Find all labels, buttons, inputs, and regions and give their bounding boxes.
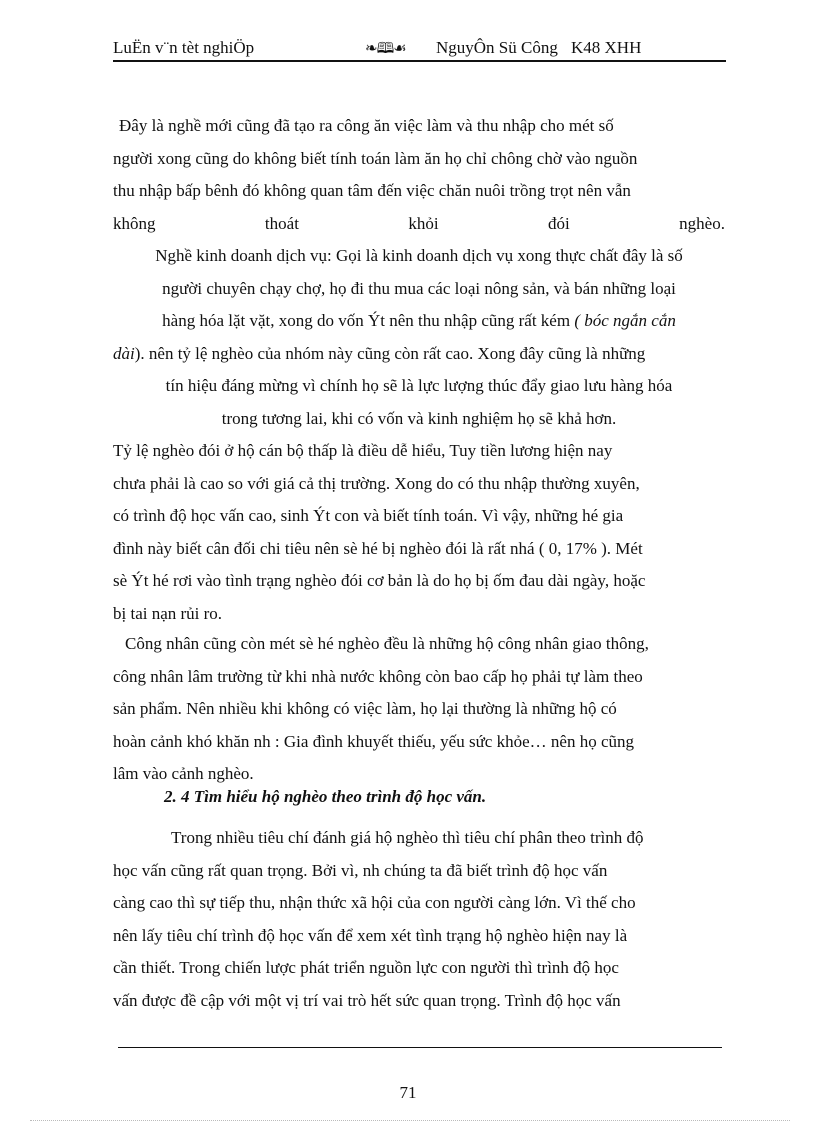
paragraph-5: [113, 822, 725, 1017]
paragraph-3: [113, 435, 725, 630]
page-edge: [30, 1120, 790, 1121]
text-line: chưa phải là cao so với giá cả thị trường. Xong do có thu nhập thường xuyên,: [113, 473, 640, 493]
text-line: Trong nhiều tiêu chí đánh giá hộ nghèo thì tiêu chí phân theo trình độ: [171, 828, 644, 847]
text-line: Đây là nghề mới cũng đã tạo ra công ăn việc làm và thu nhập cho mét số: [119, 116, 614, 135]
header-class: K48 XHH: [571, 38, 642, 57]
section-heading: 2. 4 Tìm hiểu hộ nghèo theo trình độ học vấn.: [164, 787, 487, 806]
page-number: 71: [399, 1083, 417, 1102]
header-title: LuËn v¨n tèt nghiÖp: [113, 38, 255, 57]
text-line: Công nhân cũng còn mét sè hé nghèo đều là những hộ công nhân giao thông,: [125, 634, 649, 653]
text-line: vấn được đề cập với một vị trí vai trò hết sức quan trọng. Trình độ học vấn: [113, 990, 621, 1010]
text-line: hàng hóa lặt vặt, xong do vốn Ýt nên thu nhập cũng rất kém ( bóc ngắn cắn: [162, 311, 676, 330]
text-line: sè Ýt hé rơi vào tình trạng nghèo đói cơ bản là do họ bị ốm đau dài ngày, hoặc: [113, 571, 646, 590]
text-line: bị tai nạn rủi ro.: [113, 603, 223, 623]
text-line: đình này biết cân đối chi tiêu nên sè hé bị nghèo đói là rất nhá ( 0, 17% ). Mét: [113, 538, 643, 558]
text-line: công nhân lâm trường từ khi nhà nước không còn bao cấp họ phải tự làm theo: [113, 666, 643, 686]
text-line-justified: không thoát khỏi đói nghèo.: [113, 213, 725, 233]
text-line: học vấn cũng rất quan trọng. Bởi vì, nh chúng ta đã biết trình độ học vấn: [113, 860, 608, 880]
text-line: thu nhập bấp bênh đó không quan tâm đến việc chăn nuôi trồng trọt nên vẫn: [113, 181, 631, 200]
text-line: cần thiết. Trong chiến lược phát triển nguồn lực con người thì trình độ học: [113, 958, 619, 977]
text-line: Tỷ lệ nghèo đói ở hộ cán bộ thấp là điều dễ hiểu, Tuy tiền lương hiện nay: [113, 441, 613, 460]
text-line: người chuyên chạy chợ, họ đi thu mua các loại nông sản, và bán những loại: [162, 278, 676, 298]
text-line: người xong cũng do không biết tính toán làm ăn họ chỉ chông chờ vào nguồn: [113, 148, 638, 168]
text-line: hoàn cảnh khó khăn nh : Gia đình khuyết thiếu, yếu sức khỏe… nên họ cũng: [113, 731, 634, 751]
text-line: có trình độ học vấn cao, sinh Ýt con và biết tính toán. Vì vậy, những hé gia: [113, 506, 624, 525]
text-line: sản phẩm. Nên nhiều khi không có việc làm, họ lại thường là những hộ có: [113, 699, 617, 718]
footer-divider: [118, 1047, 722, 1048]
header-divider: [113, 60, 726, 62]
text-line: tín hiệu đáng mừng vì chính họ sẽ là lực lượng thúc đẩy giao lưu hàng hóa: [165, 376, 673, 395]
text-line: càng cao thì sự tiếp thu, nhận thức xã hội của con người càng lớn. Vì thế cho: [113, 893, 636, 912]
paragraph-1: [113, 110, 725, 240]
text-line: nên lấy tiêu chí trình độ học vấn để xem xét tình trạng hộ nghèo hiện nay là: [113, 925, 628, 945]
text-line: dài). nên tỷ lệ nghèo của nhóm này cũng còn rất cao. Xong đây cũng là những: [113, 343, 646, 363]
paragraph-2: [113, 240, 725, 435]
running-header: [113, 36, 725, 60]
paragraph-4: [113, 628, 725, 791]
text-line: trong tương lai, khi có vốn và kinh nghiệm họ sẽ khả hơn.: [221, 408, 617, 428]
header-ornament-icon: ❧🕮☙: [365, 41, 406, 57]
text-line: lâm vào cảnh nghèo.: [113, 764, 254, 783]
text-line: Nghề kinh doanh dịch vụ: Gọi là kinh doanh dịch vụ xong thực chất đây là số: [155, 246, 683, 265]
header-author: NguyÔn Sü Công: [436, 38, 558, 57]
